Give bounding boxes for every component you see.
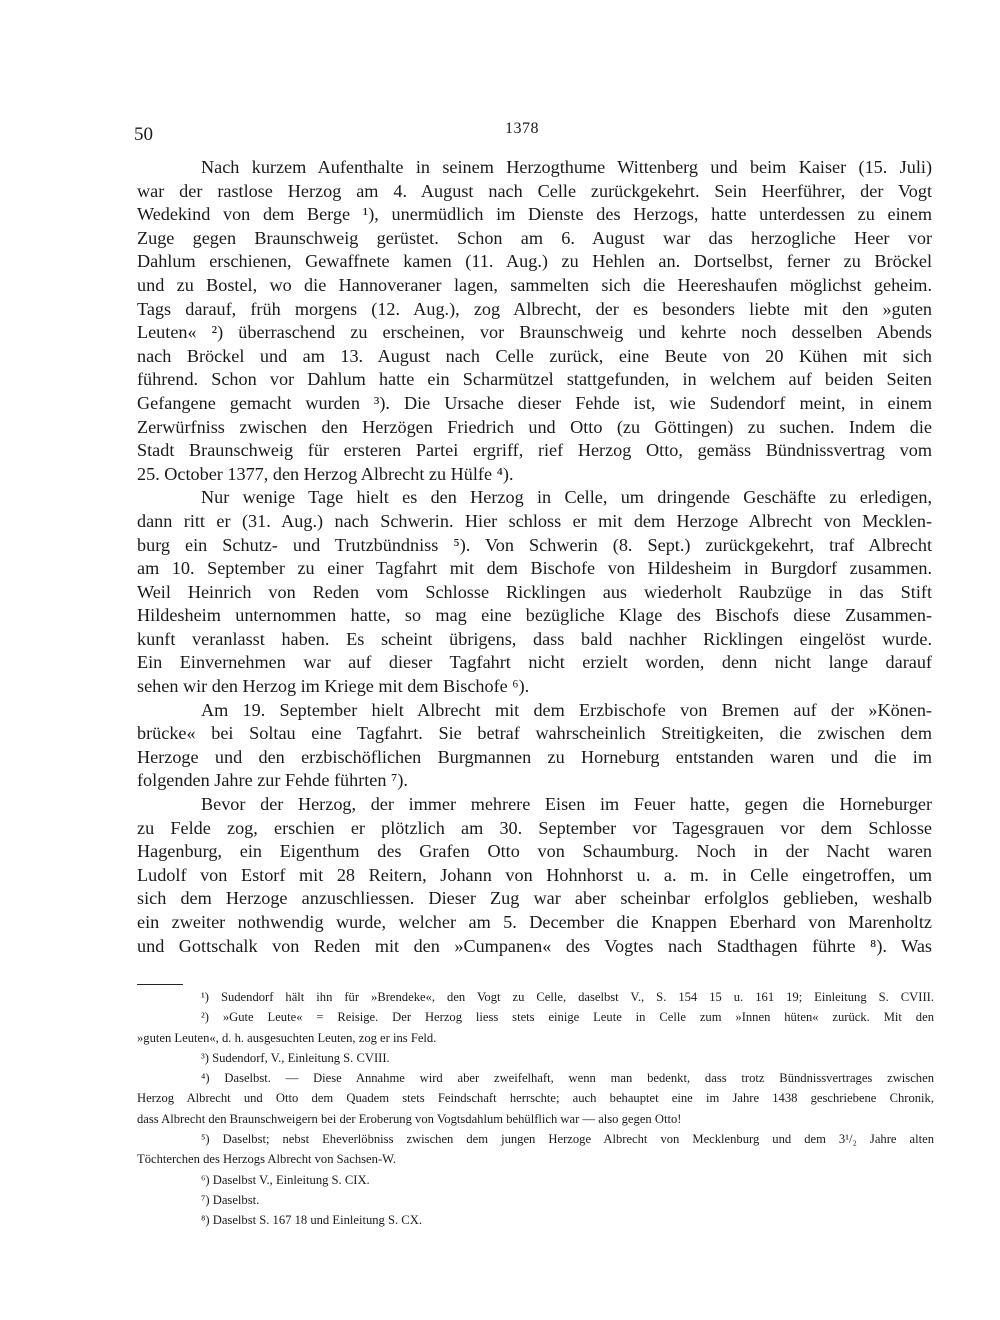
body-line: Gefangene gemacht wurden ³). Die Ursache dieser Fehde ist, wie Sudendorf meint, in einem bbox=[137, 392, 932, 413]
footnotes bbox=[137, 987, 934, 1231]
body-text bbox=[137, 156, 932, 958]
running-year: 1378 bbox=[505, 120, 539, 137]
body-line: Weil Heinrich von Reden vom Schlosse Ricklingen aus wiederholt Raubzüge in das Stift bbox=[137, 581, 932, 602]
body-line: Bevor der Herzog, der immer mehrere Eisen im Feuer hatte, gegen die Horneburger bbox=[201, 794, 932, 815]
footnote-line: Herzog Albrecht und Otto dem Quadem stets Feindschaft herrschte; auch behauptet eine im Jahre 1438 geschriebene Chronik, bbox=[137, 1091, 934, 1106]
body-line: Zuge gegen Braunschweig gerüstet. Schon am 6. August war das herzogliche Heer vor bbox=[137, 227, 932, 248]
body-line: ein zweiter nothwendig wurde, welcher am 5. December die Knappen Eberhard von Marenholtz bbox=[137, 912, 932, 932]
body-line: nach Bröckel und am 13. August nach Celle zurück, eine Beute von 20 Kühen mit sich bbox=[137, 345, 932, 366]
body-line: dann ritt er (31. Aug.) nach Schwerin. Hier schloss er mit dem Herzoge Albrecht von Mecklen- bbox=[137, 510, 932, 531]
body-line: Ludolf von Estorf mit 28 Reitern, Johann von Hohnhorst u. a. m. in Celle eingetroffen, um bbox=[137, 864, 932, 885]
body-line: und Gottschalk von Reden mit den »Cumpanen« des Vogtes nach Stadthagen führte ⁸). Was bbox=[137, 935, 932, 956]
body-line: brücke« bei Soltau eine Tagfahrt. Sie betraf wahrscheinlich Streitigkeiten, die zwischen dem bbox=[137, 723, 932, 744]
body-line: Hildesheim unternommen hatte, so mag eine bezügliche Klage des Bischofs diese Zusammen- bbox=[137, 605, 932, 626]
body-line: war der rastlose Herzog am 4. August nach Celle zurückgekehrt. Sein Heerführer, der Vogt bbox=[137, 180, 932, 201]
footnote-line: dass Albrecht den Braunschweigern bei der Eroberung von Vogtsdahlum behülflich war — also gegen Otto! bbox=[137, 1111, 682, 1126]
footnote-line: ⁸) Daselbst S. 167 18 und Einleitung S. CX. bbox=[201, 1213, 422, 1228]
footnote-line: ⁶) Daselbst V., Einleitung S. CIX. bbox=[201, 1172, 370, 1187]
footnote-line: ²) »Gute Leute« = Reisige. Der Herzog liess stets einige Leute in Celle zum »Innen hüten« zurück. Mit den bbox=[201, 1010, 934, 1025]
footnote-line: Töchterchen des Herzogs Albrecht von Sachsen-W. bbox=[137, 1152, 397, 1167]
footnote-line: ¹) Sudendorf hält ihn für »Brendeke«, den Vogt zu Celle, daselbst V., S. 154 15 u. 161 19; Einleitung S. CVIII. bbox=[201, 990, 934, 1004]
footnote-line: ⁵) Daselbst; nebst Eheverlöbniss zwischen dem jungen Herzoge Albrecht von Mecklenburg und dem 3¹/₂ Jahre alten bbox=[201, 1132, 934, 1147]
body-line: kunft veranlasst haben. Es scheint übrigens, dass bald nachher Ricklingen eingelöst wurde. bbox=[137, 628, 932, 649]
body-line: burg ein Schutz- und Trutzbündniss ⁵). Von Schwerin (8. Sept.) zurückgekehrt, traf Albrecht bbox=[137, 534, 932, 555]
body-line: zu Felde zog, erschien er plötzlich am 30. September vor Tagesgrauen vor dem Schlosse bbox=[137, 817, 932, 838]
body-line: Stadt Braunschweig für ersteren Partei ergriff, rief Herzog Otto, gemäss Bündnissvertrag vom bbox=[137, 440, 932, 461]
body-line: führend. Schon vor Dahlum hatte ein Scharmützel stattgefunden, in welchem auf beiden Seiten bbox=[137, 369, 932, 390]
body-line: 25. October 1377, den Herzog Albrecht zu Hülfe ⁴). bbox=[137, 463, 514, 484]
page-number: 50 bbox=[134, 124, 153, 145]
body-line: Dahlum erschienen, Gewaffnete kamen (11. Aug.) zu Hehlen an. Dortselbst, ferner zu Bröckel bbox=[137, 251, 932, 272]
body-line: Tags darauf, früh morgens (12. Aug.), zog Albrecht, der es besonders liebte mit den »guten bbox=[137, 298, 932, 319]
body-line: am 10. September zu einer Tagfahrt mit dem Bischofe von Hildesheim in Burgdorf zusammen. bbox=[137, 558, 932, 579]
body-line: Leuten« ²) überraschend zu erscheinen, vor Braunschweig und kehrte noch desselben Abends bbox=[137, 322, 932, 343]
body-line: und zu Bostel, wo die Hannoveraner lagen, sammelten sich die Heereshaufen möglichst geheim. bbox=[137, 274, 932, 295]
footnote-line: ⁷) Daselbst. bbox=[201, 1192, 260, 1207]
body-line: sich dem Herzoge anzuschliessen. Dieser Zug war aber scheinbar erfolglos geblieben, weshalb bbox=[137, 888, 932, 909]
body-line: Am 19. September hielt Albrecht mit dem Erzbischofe von Bremen auf der »Könen- bbox=[201, 699, 932, 720]
body-line: Nach kurzem Aufenthalte in seinem Herzogthume Wittenberg und beim Kaiser (15. Juli) bbox=[201, 157, 932, 177]
body-line: Hagenburg, ein Eigenthum des Grafen Otto von Schaumburg. Noch in der Nacht waren bbox=[137, 841, 932, 862]
body-line: Nur wenige Tage hielt es den Herzog in Celle, um dringende Geschäfte zu erledigen, bbox=[201, 487, 932, 508]
body-line: sehen wir den Herzog im Kriege mit dem Bischofe ⁶). bbox=[137, 676, 530, 697]
body-line: Herzoge und den erzbischöflichen Burgmannen zu Horneburg entstanden waren und die im bbox=[137, 746, 932, 767]
footnote-line: ³) Sudendorf, V., Einleitung S. CVIII. bbox=[201, 1050, 390, 1065]
footnote-line: ⁴) Daselbst. — Diese Annahme wird aber zweifelhaft, wenn man bedenkt, dass trotz Bündnissvertrages zwischen bbox=[201, 1071, 934, 1086]
body-line: Ein Einvernehmen war auf dieser Tagfahrt nicht erzielt worden, denn nicht lange darauf bbox=[137, 652, 932, 673]
footnote-divider bbox=[137, 984, 183, 985]
body-line: folgenden Jahre zur Fehde führten ⁷). bbox=[137, 770, 408, 791]
body-line: Wedekind von dem Berge ¹), unermüdlich im Dienste des Herzogs, hatte unterdessen zu einem bbox=[137, 204, 932, 225]
body-line: Zerwürfniss zwischen den Herzögen Friedrich und Otto (zu Göttingen) zu suchen. Indem die bbox=[137, 416, 932, 437]
footnote-line: »guten Leuten«, d. h. ausgesuchten Leuten, zog er ins Feld. bbox=[137, 1030, 437, 1045]
